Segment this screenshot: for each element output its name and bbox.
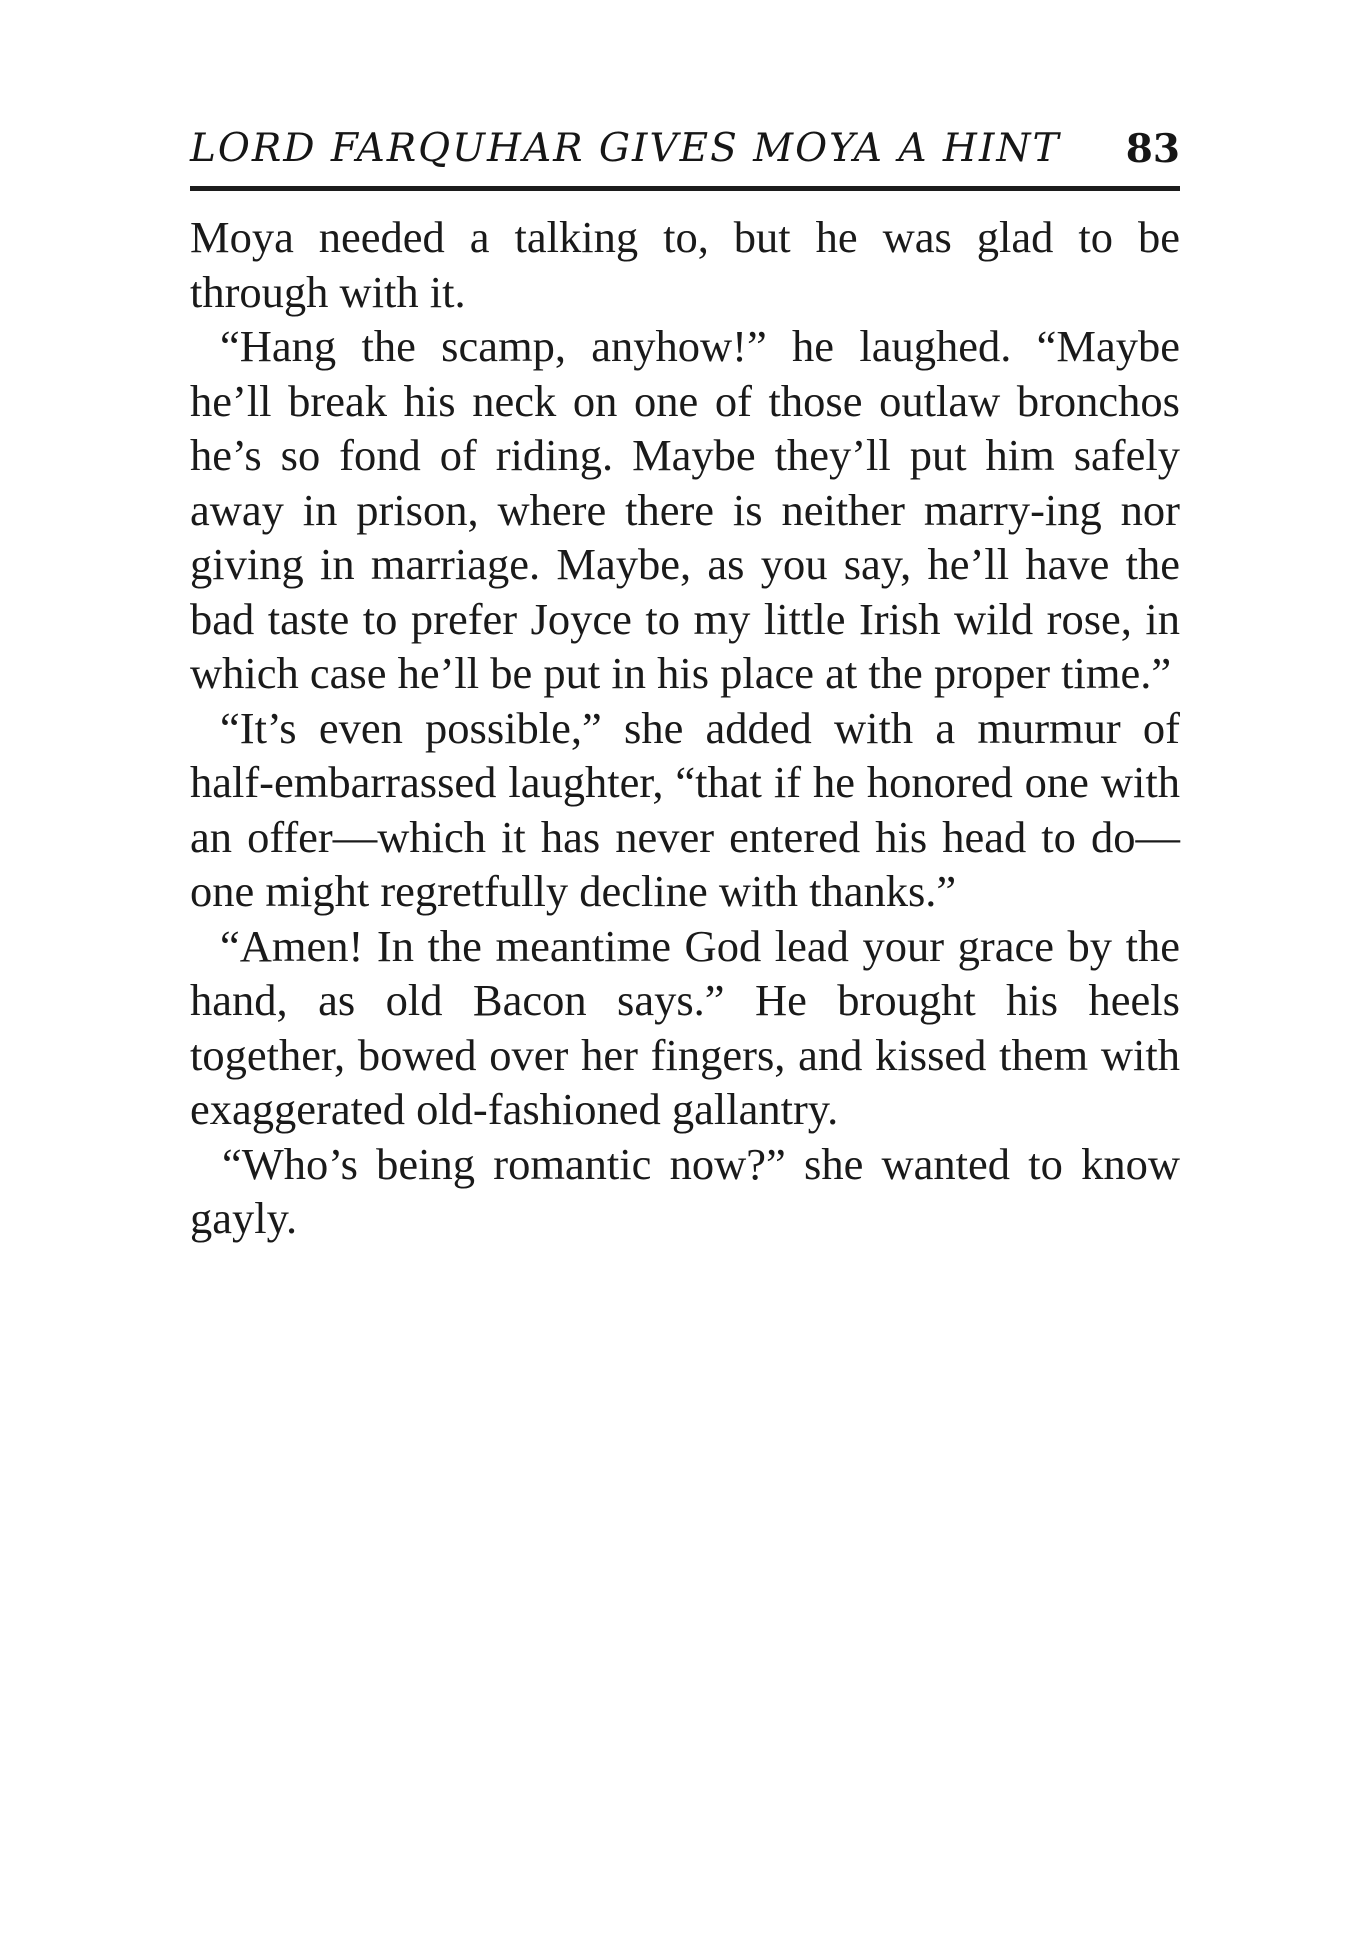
paragraph: “Amen! In the meantime God lead your grace by the hand, as old Bacon says.” He brought his heels together, bowed over her fingers, and kissed them with exaggerated old-fashioned gallantry. <box>190 920 1180 1134</box>
body-text <box>190 210 1180 1246</box>
header-rule <box>190 186 1180 191</box>
paragraph: Moya needed a talking to, but he was glad to be through with it. <box>190 212 1180 317</box>
page-number: 83 <box>1125 126 1180 172</box>
paragraph: “Hang the scamp, anyhow!” he laughed. “Maybe he’ll break his neck on one of those outlaw bronchos he’s so fond of riding. Maybe they’ll put him safely away in prison, where there is neither marry-ing nor giving in marriage. Maybe, as you say, he’ll have the bad taste to prefer Joyce to my little Irish wild rose, in which case he’ll be put in his place at the proper time.” <box>190 321 1180 698</box>
chapter-title: LORD FARQUHAR GIVES MOYA A HINT <box>190 126 1061 171</box>
running-head <box>190 126 1180 182</box>
paragraph: “Who’s being romantic now?” she wanted to know gayly. <box>190 1138 1180 1243</box>
paragraph: “It’s even possible,” she added with a murmur of half-embarrassed laughter, “that if he honored one with an offer—which it has never entered his head to do—one might regretfully decline with thanks.” <box>190 702 1180 916</box>
